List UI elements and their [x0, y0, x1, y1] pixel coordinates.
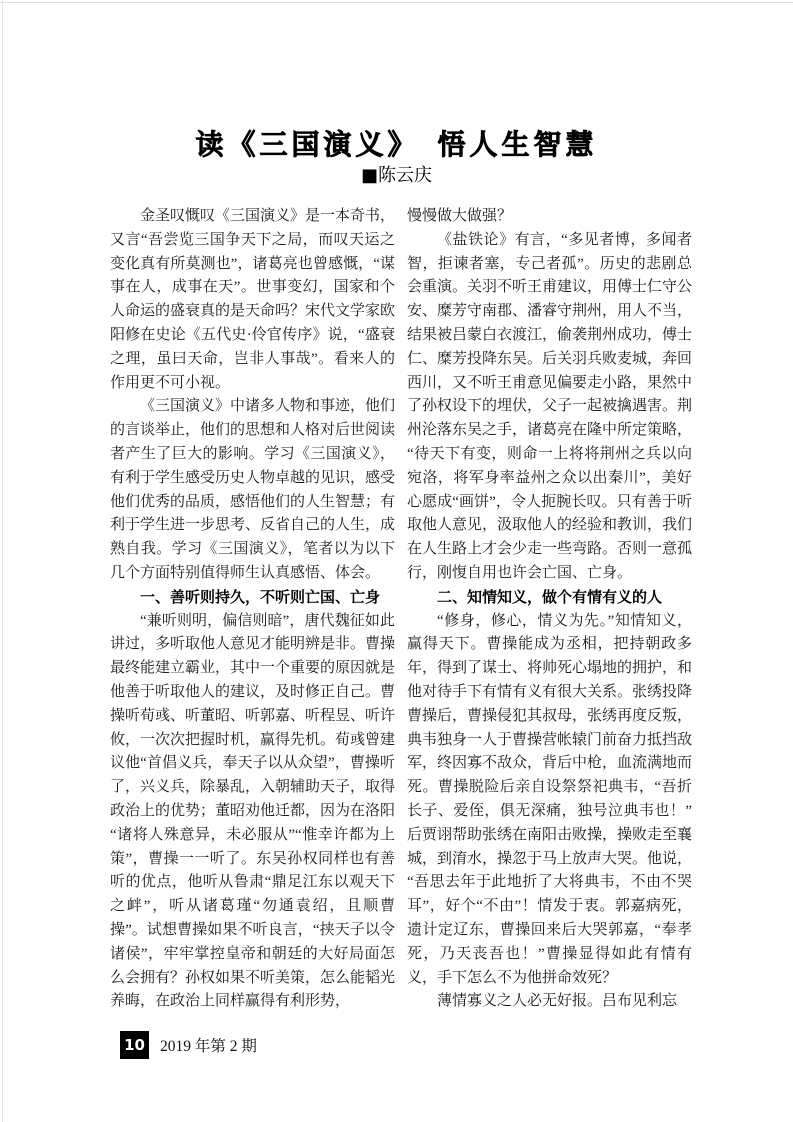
page-footer: [120, 1031, 257, 1059]
paragraph: 慢慢做大做强？: [407, 208, 513, 224]
section-heading: 二、知情知义，做个有情有义的人: [437, 587, 663, 606]
paragraph: 金圣叹慨叹《三国演义》是一本奇书，又言“吾尝览三国争天下之局，而叹天运之变化真有所莫测也”，诸葛亮也曾感慨，“谋事在人，成事在天”。世事变幻，国家和个人命运的盛衰真的是天命吗？宋代文学家欧阳修在史论《五代史·伶官传序》说，“盛衰之理，虽曰天命，岂非人事哉”。看来人的作用更不可小视。: [110, 208, 395, 391]
paragraph: “兼听则明，偏信则暗”，唐代魏征如此讲过，多听取他人意见才能明辨是非。曹操最终能建立霸业，其中一个重要的原因就是他善于听取他人的建议，及时修正自己。曹操听荀彧、听董昭、听郭嘉、听程昱、听许攸，一次次把握时机，赢得先机。荀彧曾建议他“首倡义兵，奉天子以从众望”，曹操听了，兴义兵，除暴乱，入朝辅助天子，取得政治上的优势；董昭劝他迁都，因为在洛阳“诸将人殊意异，未必服从”“惟幸许都为上策”，曹操一一听了。东吴孙权同样也有善听的优点，他听从鲁肃“鼎足江东以观天下之衅”，听从诸葛瑾“勿通袁绍，且顺曹操”。试想曹操如果不听良言，“挟天子以令诸侯”，牢牢掌控皇帝和朝廷的大好局面怎么会拥有？孙权如果不听美策，怎么能韬光养晦，在政治上同样赢得有利形势，: [110, 612, 395, 1010]
paragraph: 薄情寡义之人必无好报。吕布见利忘: [437, 993, 678, 1010]
right-column: [407, 205, 692, 1023]
left-column: [110, 205, 395, 1023]
section-heading: 一、善听则持久，不听则亡国、亡身: [140, 587, 381, 606]
paragraph: “修身，修心，情义为先。”知情知义，赢得天下。曹操能成为丞相，把持朝政多年，得到了谋士、将帅死心塌地的拥护，和他对待手下有情有义有很大关系。张绣投降曹操后，曹操侵犯其叔母，张绣再度反叛，典韦独身一人于曹操营帐辕门前奋力抵挡敌军，终因寡不敌众，背后中枪，血流满地而死。曹操脱险后亲自设祭祭祀典韦，“吾折长子、爱侄，俱无深痛，独号泣典韦也！”后贾诩帮助张绣在南阳击败操，操败走至襄城，到淯水，操忽于马上放声大哭。他说，“吾思去年于此地折了大将典韦，不由不哭耳”，好个“不由”！情发于衷。郭嘉病死，遗计定辽东，曹操回来后大哭郭嘉，“奉孝死，乃天丧吾也！”曹操显得如此有情有义，手下怎么不为他拼命效死？: [407, 612, 692, 986]
paragraph: 《盐铁论》有言，“多见者博，多闻者智，拒谏者塞，专己者孤”。历史的悲剧总会重演。关羽不听王甫建议，用傅士仁守公安、糜芳守南郡、潘睿守荆州，用人不当，结果被吕蒙白衣渡江，偷袭荆州成功，傅士仁、糜芳投降东吴。后关羽兵败麦城，奔回西川，又不听王甫意见偏要走小路，果然中了孙权设下的埋伏，父子一起被擒遇害。荆州沦落东吴之手，诸葛亮在隆中所定策略，“待天下有变，则命一上将将荆州之兵以向宛洛，将军身率益州之众以出秦川”，美好心愿成“画饼”，令人扼腕长叹。只有善于听取他人意见，汲取他人的经验和教训，我们在人生路上才会少走一些弯路。否则一意孤行，刚愎自用也许会亡国、亡身。: [407, 231, 692, 581]
paragraph: 《三国演义》中诸多人物和事迹，他们的言谈举止，他们的思想和人格对后世阅读者产生了巨大的影响。学习《三国演义》，有利于学生感受历史人物卓越的见识，感受他们优秀的品质，感悟他们的人生智慧；有利于学生进一步思考、反省自己的人生，成熟自我。学习《三国演义》，笔者以为以下几个方面特别值得师生认真感悟、体会。: [110, 398, 395, 581]
scan-edge-top: [0, 2, 793, 3]
page-number-badge: 10: [120, 1031, 149, 1059]
article-title: 读《三国演义》 悟人生智慧: [195, 128, 598, 161]
article-body: [110, 205, 692, 1023]
article-author: ■陈云庆: [360, 165, 432, 186]
issue-label: 2019 年第 2 期: [160, 1038, 257, 1055]
